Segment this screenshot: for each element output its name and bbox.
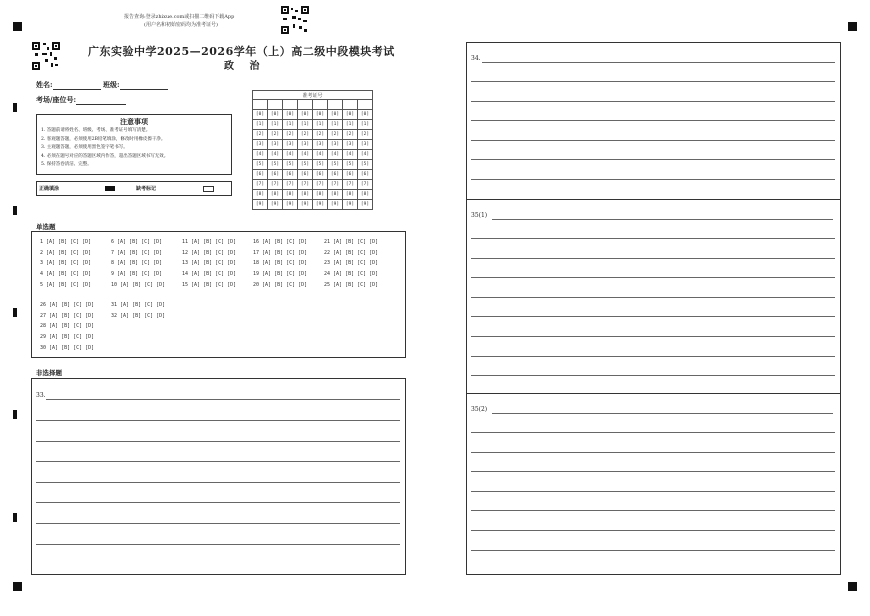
exam-id-bubble[interactable]: [0]	[253, 110, 268, 120]
exam-id-bubble[interactable]: [5]	[313, 160, 328, 170]
room-seat-field[interactable]	[36, 95, 126, 105]
qr-code-icon	[32, 42, 60, 70]
exam-id-bubble[interactable]: [2]	[283, 130, 298, 140]
exam-id-bubble[interactable]: [7]	[313, 180, 328, 190]
qr-code-icon	[281, 6, 309, 34]
exam-id-bubble[interactable]: [0]	[283, 110, 298, 120]
exam-id-bubble[interactable]: [5]	[298, 160, 313, 170]
mcq-item[interactable]: 20 [A] [B] [C] [D]	[253, 281, 308, 288]
exam-id-bubble[interactable]: [4]	[283, 150, 298, 160]
report-notice: 报告查询:登录zhixue.com或扫描二维码下载App	[124, 14, 235, 20]
exam-id-bubble[interactable]: [3]	[298, 140, 313, 150]
mcq-item[interactable]: 24 [A] [B] [C] [D]	[324, 271, 379, 278]
mcq-item[interactable]: 13 [A] [B] [C] [D]	[182, 260, 237, 267]
answer-line	[471, 277, 835, 278]
exam-id-bubble[interactable]: [8]	[283, 190, 298, 200]
notice-item: 4. 必须在题号对应的答题区域内作答，超出答题区域书写无效。	[41, 153, 169, 159]
exam-id-bubble[interactable]: [7]	[298, 180, 313, 190]
exam-id-bubble[interactable]: [7]	[268, 180, 283, 190]
exam-id-bubble[interactable]: [0]	[358, 110, 373, 120]
answer-line	[36, 502, 400, 503]
exam-id-bubble[interactable]: [6]	[253, 170, 268, 180]
exam-id-bubble[interactable]: [5]	[253, 160, 268, 170]
right-answer-panel	[466, 42, 841, 575]
answer-line	[471, 120, 835, 121]
exam-id-bubble[interactable]: [1]	[268, 120, 283, 130]
answer-line	[471, 336, 835, 337]
mcq-item[interactable]: 22 [A] [B] [C] [D]	[324, 249, 379, 256]
exam-id-bubble[interactable]: [7]	[343, 180, 358, 190]
exam-id-bubble[interactable]: [1]	[313, 120, 328, 130]
exam-id-bubble[interactable]: [2]	[313, 130, 328, 140]
exam-id-bubble[interactable]: [7]	[328, 180, 343, 190]
mcq-item[interactable]: 2 [A] [B] [C] [D]	[40, 249, 92, 256]
exam-id-bubble[interactable]: [1]	[298, 120, 313, 130]
missing-mark-label: 缺考标记	[136, 186, 157, 192]
answer-line	[36, 441, 400, 442]
mcq-item[interactable]: 28 [A] [B] [C] [D]	[40, 323, 95, 330]
timing-mark	[13, 513, 17, 522]
exam-id-bubble[interactable]: [1]	[253, 120, 268, 130]
answer-line	[471, 510, 835, 511]
correct-fill-label: 正确填涂	[39, 186, 60, 192]
answer-line	[471, 471, 835, 472]
exam-id-bubble[interactable]: [2]	[298, 130, 313, 140]
exam-id-bubble[interactable]: [8]	[298, 190, 313, 200]
mcq-item[interactable]: 32 [A] [B] [C] [D]	[111, 312, 166, 319]
timing-mark	[13, 410, 17, 419]
exam-id-bubble[interactable]: [2]	[268, 130, 283, 140]
answer-line	[36, 482, 400, 483]
exam-id-bubble[interactable]: [3]	[283, 140, 298, 150]
exam-id-bubble[interactable]: [1]	[328, 120, 343, 130]
answer-line	[471, 356, 835, 357]
exam-id-bubble[interactable]: [9]	[298, 200, 313, 210]
mcq-item[interactable]: 12 [A] [B] [C] [D]	[182, 249, 237, 256]
exam-id-bubble[interactable]: [6]	[343, 170, 358, 180]
mcq-item[interactable]: 23 [A] [B] [C] [D]	[324, 260, 379, 267]
answer-line	[482, 62, 835, 63]
exam-id-bubble[interactable]: [8]	[268, 190, 283, 200]
exam-id-bubble[interactable]: [1]	[358, 120, 373, 130]
timing-mark	[13, 103, 17, 112]
registration-mark	[13, 22, 22, 31]
exam-id-bubble[interactable]: [2]	[328, 130, 343, 140]
answer-box-33[interactable]	[31, 378, 406, 575]
answer-line	[471, 491, 835, 492]
registration-mark	[13, 582, 22, 591]
answer-line	[492, 219, 833, 220]
name-label: 姓名:	[36, 80, 53, 89]
answer-line	[471, 550, 835, 551]
timing-mark	[13, 206, 17, 215]
exam-id-bubble[interactable]: [7]	[358, 180, 373, 190]
exam-id-bubble[interactable]: [5]	[328, 160, 343, 170]
question-35-1-label: 35(1)	[471, 212, 488, 219]
question-35-2-label: 35(2)	[471, 406, 488, 413]
mcq-item[interactable]: 15 [A] [B] [C] [D]	[182, 281, 237, 288]
mcq-item[interactable]: 3 [A] [B] [C] [D]	[40, 260, 92, 267]
exam-id-bubble[interactable]: [3]	[343, 140, 358, 150]
notice-item: 2. 客观题答题，必须使用2B铅笔填涂，修改时用橡皮擦干净。	[41, 136, 166, 142]
exam-id-bubble[interactable]: [6]	[313, 170, 328, 180]
answer-line	[36, 420, 400, 421]
fill-example	[36, 181, 232, 196]
exam-id-bubble[interactable]: [3]	[253, 140, 268, 150]
registration-mark	[848, 582, 857, 591]
exam-id-bubble[interactable]: [8]	[253, 190, 268, 200]
answer-line	[471, 81, 835, 82]
exam-id-bubble[interactable]: [6]	[328, 170, 343, 180]
exam-id-bubble[interactable]: [2]	[358, 130, 373, 140]
notice-item: 3. 主观题答题，必须使用黑色签字笔书写。	[41, 145, 128, 151]
mcq-item[interactable]: 26 [A] [B] [C] [D]	[40, 302, 95, 308]
mcq-item[interactable]: 16 [A] [B] [C] [D]	[253, 239, 308, 245]
exam-id-bubble[interactable]: [5]	[358, 160, 373, 170]
name-field[interactable]	[36, 80, 168, 90]
exam-id-bubble[interactable]: [8]	[343, 190, 358, 200]
exam-id-bubble[interactable]: [9]	[283, 200, 298, 210]
mcq-item[interactable]: 1 [A] [B] [C] [D]	[40, 239, 92, 245]
exam-title: 广东实验中学2025—2026学年（上）高二级中段模块考试	[88, 45, 395, 58]
notice-title: 注意事项	[120, 117, 148, 126]
answer-line	[471, 297, 835, 298]
answer-line	[36, 544, 400, 545]
exam-id-bubble[interactable]: [3]	[268, 140, 283, 150]
mcq-item[interactable]: 27 [A] [B] [C] [D]	[40, 312, 95, 319]
answer-line	[471, 432, 835, 433]
answer-line	[471, 452, 835, 453]
mcq-section-title: 单选题	[36, 223, 56, 231]
answer-line	[471, 159, 835, 160]
exam-id-bubble[interactable]: [9]	[358, 200, 373, 210]
answer-line	[492, 413, 833, 414]
question-34-label: 34.	[471, 55, 481, 62]
mcq-item[interactable]: 10 [A] [B] [C] [D]	[111, 281, 166, 288]
mcq-item[interactable]: 14 [A] [B] [C] [D]	[182, 271, 237, 278]
missing-mark-checkbox[interactable]	[203, 186, 214, 192]
exam-id-bubble[interactable]: [4]	[268, 150, 283, 160]
exam-id-bubble[interactable]: [5]	[343, 160, 358, 170]
answer-line	[471, 101, 835, 102]
answer-line	[471, 316, 835, 317]
mcq-item[interactable]: 9 [A] [B] [C] [D]	[111, 271, 163, 278]
exam-id-bubble[interactable]: [3]	[313, 140, 328, 150]
exam-id-bubble[interactable]: [0]	[328, 110, 343, 120]
exam-id-bubble[interactable]: [7]	[283, 180, 298, 190]
mcq-item[interactable]: 8 [A] [B] [C] [D]	[111, 260, 163, 267]
exam-id-bubble[interactable]: [6]	[358, 170, 373, 180]
exam-id-grid[interactable]	[252, 90, 373, 210]
exam-id-bubble[interactable]: [8]	[313, 190, 328, 200]
mcq-item[interactable]: 4 [A] [B] [C] [D]	[40, 271, 92, 278]
exam-id-bubble[interactable]: [1]	[283, 120, 298, 130]
mcq-item[interactable]: 25 [A] [B] [C] [D]	[324, 281, 379, 288]
exam-id-bubble[interactable]: [9]	[268, 200, 283, 210]
exam-id-bubble[interactable]: [0]	[268, 110, 283, 120]
exam-id-bubble[interactable]: [2]	[253, 130, 268, 140]
exam-id-bubble[interactable]: [4]	[253, 150, 268, 160]
exam-id-bubble[interactable]: [3]	[328, 140, 343, 150]
exam-id-bubble[interactable]: [4]	[328, 150, 343, 160]
exam-id-bubble[interactable]: [9]	[313, 200, 328, 210]
mcq-item[interactable]: 18 [A] [B] [C] [D]	[253, 260, 308, 267]
exam-id-bubble[interactable]: [4]	[358, 150, 373, 160]
answer-line	[471, 238, 835, 239]
exam-id-bubble[interactable]: [9]	[343, 200, 358, 210]
exam-id-bubble[interactable]: [4]	[313, 150, 328, 160]
answer-line	[471, 375, 835, 376]
exam-id-bubble[interactable]: [4]	[298, 150, 313, 160]
exam-id-bubble[interactable]: [1]	[343, 120, 358, 130]
notice-box	[36, 114, 232, 175]
filled-bubble-icon	[105, 186, 115, 191]
exam-id-bubble[interactable]: [8]	[358, 190, 373, 200]
question-33-label: 33.	[36, 392, 46, 399]
password-notice: (用户名和初始密码均为准考证号)	[144, 22, 218, 28]
exam-id-bubble[interactable]: [2]	[343, 130, 358, 140]
answer-line	[471, 140, 835, 141]
answer-line	[471, 530, 835, 531]
exam-id-bubble[interactable]: [5]	[283, 160, 298, 170]
exam-id-bubble[interactable]: [5]	[268, 160, 283, 170]
class-label: 班级:	[103, 80, 120, 89]
exam-id-bubble[interactable]: [3]	[358, 140, 373, 150]
divider	[466, 199, 841, 200]
mcq-item[interactable]: 29 [A] [B] [C] [D]	[40, 334, 95, 341]
mcq-item[interactable]: 30 [A] [B] [C] [D]	[40, 344, 95, 351]
mcq-item[interactable]: 21 [A] [B] [C] [D]	[324, 239, 379, 245]
answer-line	[36, 523, 400, 524]
exam-id-bubble[interactable]: [0]	[298, 110, 313, 120]
exam-id-bubble[interactable]: [6]	[268, 170, 283, 180]
mcq-item[interactable]: 7 [A] [B] [C] [D]	[111, 249, 163, 256]
exam-id-bubble[interactable]: [4]	[343, 150, 358, 160]
answer-line	[471, 258, 835, 259]
answer-line	[46, 399, 400, 400]
answer-line	[471, 179, 835, 180]
registration-mark	[848, 22, 857, 31]
exam-id-bubble[interactable]: [9]	[253, 200, 268, 210]
mcq-item[interactable]: 6 [A] [B] [C] [D]	[111, 239, 163, 245]
mcq-item[interactable]: 19 [A] [B] [C] [D]	[253, 271, 308, 278]
exam-id-bubble[interactable]: [6]	[283, 170, 298, 180]
mcq-item[interactable]: 31 [A] [B] [C] [D]	[111, 302, 166, 308]
exam-id-bubble[interactable]: [0]	[313, 110, 328, 120]
exam-id-bubble[interactable]: [8]	[328, 190, 343, 200]
mcq-item[interactable]: 17 [A] [B] [C] [D]	[253, 249, 308, 256]
exam-id-bubble[interactable]: [9]	[328, 200, 343, 210]
exam-id-bubble[interactable]: [0]	[343, 110, 358, 120]
room-label: 考场/座位号:	[36, 95, 77, 104]
mcq-item[interactable]: 5 [A] [B] [C] [D]	[40, 281, 92, 288]
notice-item: 5. 保持答卷清洁、完整。	[41, 162, 92, 168]
mcq-item[interactable]: 11 [A] [B] [C] [D]	[182, 239, 237, 245]
subject-title: 政 治	[224, 61, 266, 72]
notice-item: 1. 答题前请将姓名、班级、考场、准考证号填写清楚。	[41, 128, 151, 133]
open-section-title: 非选择题	[36, 369, 62, 377]
timing-mark	[13, 308, 17, 317]
exam-id-bubble[interactable]: [7]	[253, 180, 268, 190]
exam-id-title: 准考证号	[253, 91, 373, 100]
answer-line	[36, 461, 400, 462]
divider	[466, 393, 841, 394]
exam-id-bubble[interactable]: [6]	[298, 170, 313, 180]
